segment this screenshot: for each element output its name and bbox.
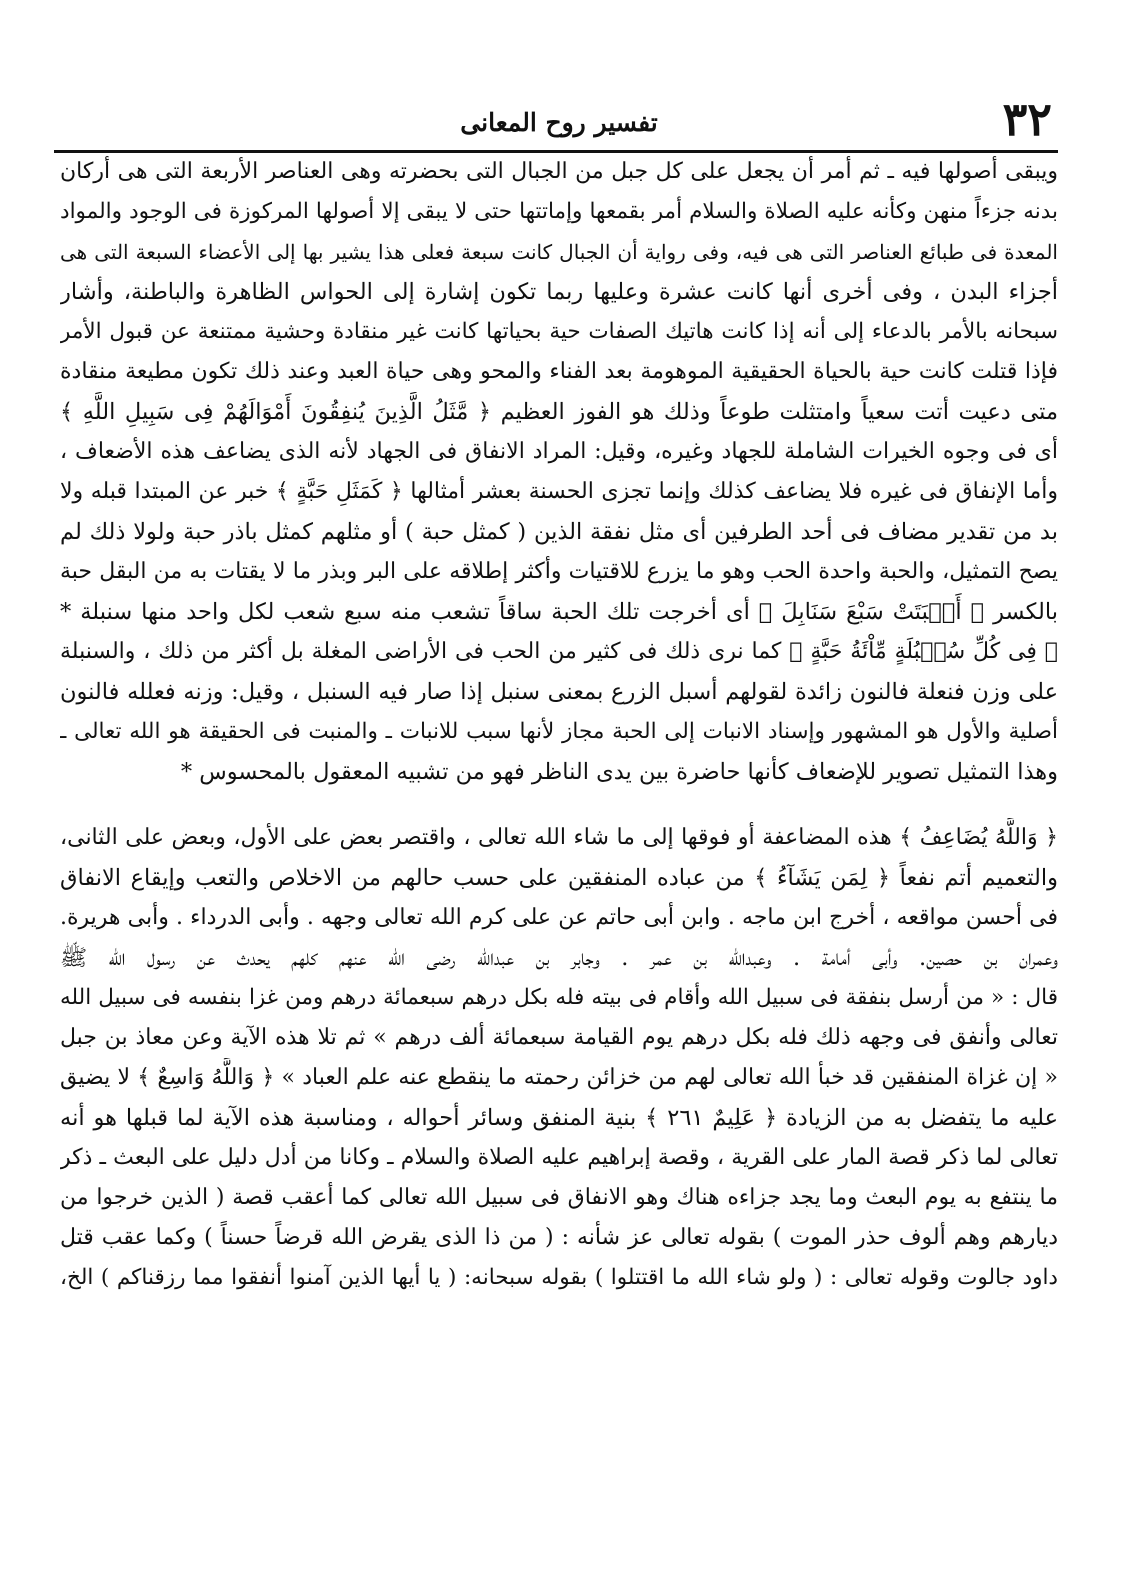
text-line: داود جالوت وقوله تعالى : ( ولو شاء الله ما اقتتلوا ) بقوله سبحانه: ( يا أيها الذين آمنوا أنفقوا مما رزقناكم ) الخ، [60,1265,1058,1290]
text-line: وهذا التمثيل تصوير للإضعاف كأنها حاضرة بين يدى الناظر فهو من تشبيه المعقول بالمحسوس * [180,759,1058,785]
text-line: أى فى وجوه الخيرات الشاملة للجهاد وغيره، وقيل: المراد الانفاق فى الجهاد لأنه الذى يضاعف هذه الأضعاف ، [60,439,1058,464]
text-line: فإذا قتلت كانت حية بالحياة الحقيقية الموهومة بعد الفناء والمحو وهى حياة العبد وعند ذلك تكون مطيعة منقادة [60,359,1058,384]
paragraph-gap [60,792,1058,818]
text-line: ويبقى أصولها فيه ـ ثم أمر أن يجعل على كل جبل من الجبال التى بحضرته وهى العناصر الأربعة التى هى أركان [60,159,1058,184]
text-line: ﴿ وَاللَّهُ يُضَاعِفُ ﴾ هذه المضاعفة أو فوقها إلى ما شاء الله تعالى ، واقتصر بعض على الأول، وبعض على الثانى، [60,825,1058,850]
text-line: « إن غزاة المنفقين قد خبأ الله تعالى لهم من خزائن رحمته ما ينقطع عنه علم العباد » ﴿ وَاللَّهُ وَاسِعٌ ﴾ لا يضيق [60,1065,1058,1090]
text-line: أجزاء البدن ، وفى أخرى أنها كانت عشرة وعليها ربما تكون إشارة إلى الحواس الظاهرة والباطنة، وأشار [60,279,1058,305]
text-line: والتعميم أتم نفعاً ﴿ لِمَن يَشَآءُ ﴾ من عباده المنفقين على حسب حالهم من الاخلاص والتعب وإيقاع الانفاق [60,865,1058,891]
text-line: المعدة فى طبائع العناصر التى هى فيه، وفى رواية أن الجبال كانت سبعة فعلى هذا يشير بها إلى الأعضاء السبعة التى هى [60,240,1058,264]
page-header [60,0,1058,146]
text-line: بالكسر ﴿ أَنۢبَتَتْ سَبْعَ سَنَابِلَ ﴾ أى أخرجت تلك الحبة ساقاً تشعب منه سبع شعب لكل واحد منها سنبلة * [60,599,1058,625]
body-text [60,152,1058,1298]
text-line: يصح التمثيل، والحبة واحدة الحب وهو ما يزرع للاقتيات وأكثر إطلاقه على البر وبذر ما لا يقتات به من البقل حبة [60,559,1058,584]
header-rule [54,150,1058,153]
text-line: أصلية والأول هو المشهور وإسناد الانبات إلى الحبة مجاز لأنها سبب للانبات ـ والمنبت فى الحقيقة هو الله تعالى ـ [60,719,1058,744]
running-title: تفسير روح المعانى [460,108,658,137]
text-line: بدنه جزءاً منهن وكأنه عليه الصلاة والسلام أمر بقمعها وإماتتها حتى لا يبقى إلا أصولها المركوزة فى الوجود والمواد [60,199,1058,224]
text-line: ما ينتفع به يوم البعث وما يجد جزاءه هناك وهو الانفاق فى سبيل الله تعالى كما أعقب قصة ( الذين خرجوا من [60,1185,1058,1210]
text-line: ديارهم وهم ألوف حذر الموت ) بقوله تعالى عز شأنه : ( من ذا الذى يقرض الله قرضاً حسناً ) وكما عقب قتل [60,1225,1058,1250]
text-line: تعالى وأنفق فى وجهه ذلك فله بكل درهم يوم القيامة سبعمائة ألف درهم » ثم تلا هذه الآية وعن معاذ بن جبل [60,1025,1058,1050]
text-line: على وزن فنعلة فالنون زائدة لقولهم أسبل الزرع بمعنى سنبل إذا صار فيه السنبل ، وقيل: وزنه فعلله فالنون [60,679,1058,705]
text-line: بد من تقدير مضاف فى أحد الطرفين أى مثل نفقة الذين ( كمثل حبة ) أو مثلهم كمثل باذر حبة ولولا ذلك لم [60,519,1058,545]
text-line: متى دعيت أتت سعياً وامتثلت طوعاً وذلك هو الفوز العظيم ﴿ مَّثَلُ الَّذِينَ يُنفِقُونَ أَمْوَالَهُمْ فِى سَبِيلِ اللَّهِ ﴾ [60,399,1058,425]
paragraph [60,152,1058,792]
text-line: وعمران بن حصين. وأبى أمامة . وعبدالله بن عمر . وجابر بن عبدالله رضى الله عنهم كلهم يحدث عن رسول الله ﷺ [60,945,1058,971]
text-line: ﴿ فِى كُلِّ سُنۢبُلَةٍ مِّاْئَةُ حَبَّةٍ ﴾ كما نرى ذلك فى كثير من الحب فى الأراضى المغلة بل أكثر من ذلك ، والسنبلة [60,639,1058,664]
text-line: قال : « من أرسل بنفقة فى سبيل الله وأقام فى بيته فله بكل درهم سبعمائة درهم ومن غزا بنفسه فى سبيل الله [60,985,1058,1010]
text-line: فى أحسن مواقعه ، أخرج ابن ماجه . وابن أبى حاتم عن على كرم الله تعالى وجهه . وأبى الدرداء . وأبى هريرة. [60,905,1058,930]
text-line: وأما الإنفاق فى غيره فلا يضاعف كذلك وإنما تجزى الحسنة بعشر أمثالها ﴿ كَمَثَلِ حَبَّةٍ ﴾ خبر عن المبتدا قبله ولا [60,479,1058,504]
text-line: عليه ما يتفضل به من الزيادة ﴿ عَلِيمٌ ٢٦١ ﴾ بنية المنفق وسائر أحواله ، ومناسبة هذه الآية لما قبلها هو أنه [60,1105,1058,1131]
text-line: سبحانه بالأمر بالدعاء إلى أنه إذا كانت هاتيك الصفات حية بحياتها كانت غير منقادة وحشية ممتنعة عن قبول الأمر [60,319,1058,344]
text-line: تعالى لما ذكر قصة المار على القرية ، وقصة إبراهيم عليه الصلاة والسلام ـ وكانا من أدل دليل على البعث ـ ذكر [60,1145,1058,1170]
paragraph [60,818,1058,1298]
page-number: ٣٢ [1002,92,1052,146]
